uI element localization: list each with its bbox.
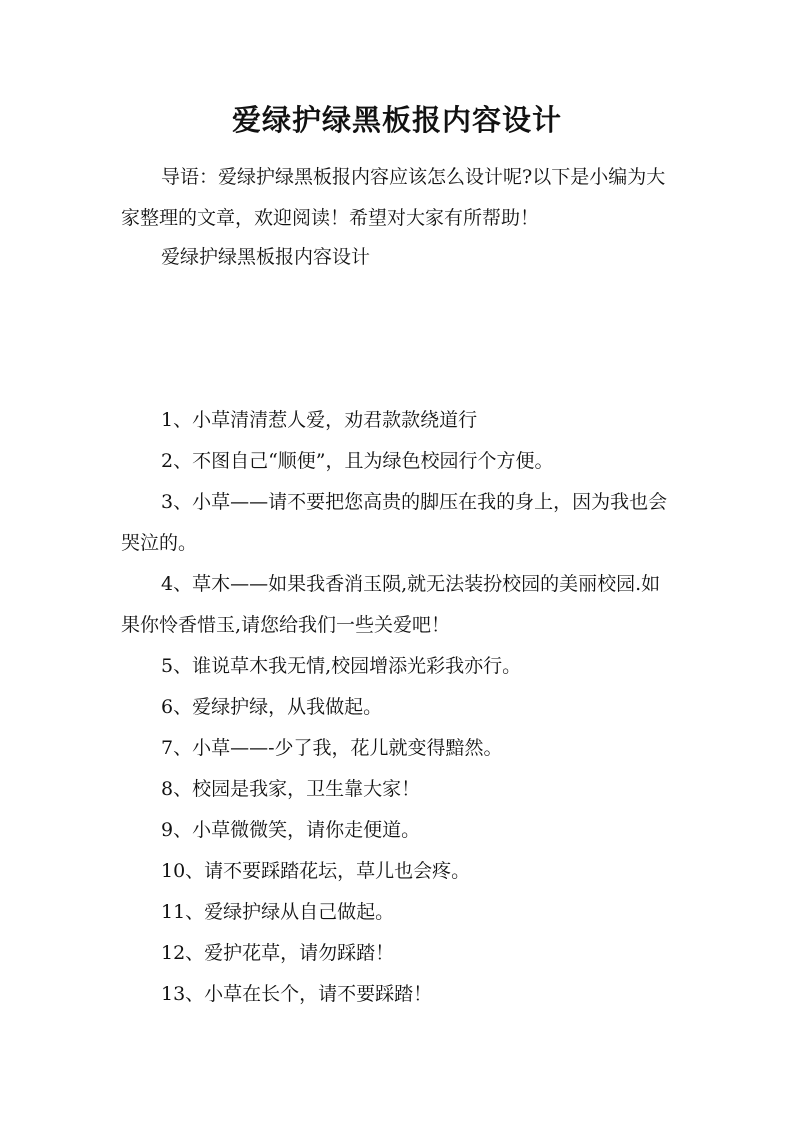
slogan-item: 4、草木——如果我香消玉陨,就无法装扮校园的美丽校园.如果你怜香惜玉,请您给我们一些关爱吧！ [121, 573, 661, 636]
slogan-item: 12、爱护花草，请勿踩踏！ [161, 942, 395, 964]
slogan-item: 1、小草清清惹人爱，劝君款款绕道行 [161, 409, 478, 431]
slogan-list [121, 400, 677, 1015]
slogan-item: 10、请不要踩踏花坛，草儿也会疼。 [161, 860, 471, 882]
slogan-item: 6、爱绿护绿，从我做起。 [161, 696, 383, 718]
intro-paragraph: 导语：爱绿护绿黑板报内容应该怎么设计呢?以下是小编为大家整理的文章，欢迎阅读！希望对大家有所帮助！ [121, 166, 666, 229]
document-title: 爱绿护绿黑板报内容设计 [231, 103, 562, 137]
slogan-item: 3、小草——请不要把您高贵的脚压在我的身上，因为我也会哭泣的。 [121, 491, 668, 554]
slogan-item: 8、校园是我家，卫生靠大家！ [161, 778, 421, 800]
slogan-item: 2、不图自己“顺便”，且为绿色校园行个方便。 [161, 450, 554, 472]
slogan-item: 7、小草——-少了我，花儿就变得黯然。 [161, 737, 503, 759]
slogan-item: 13、小草在长个，请不要踩踏！ [161, 983, 433, 1005]
slogan-item: 11、爱绿护绿从自己做起。 [161, 901, 395, 923]
slogan-item: 9、小草微微笑，请你走便道。 [161, 819, 421, 841]
slogan-item: 5、谁说草木我无情,校园增添光彩我亦行。 [161, 655, 522, 677]
section-subtitle: 爱绿护绿黑板报内容设计 [161, 246, 371, 268]
